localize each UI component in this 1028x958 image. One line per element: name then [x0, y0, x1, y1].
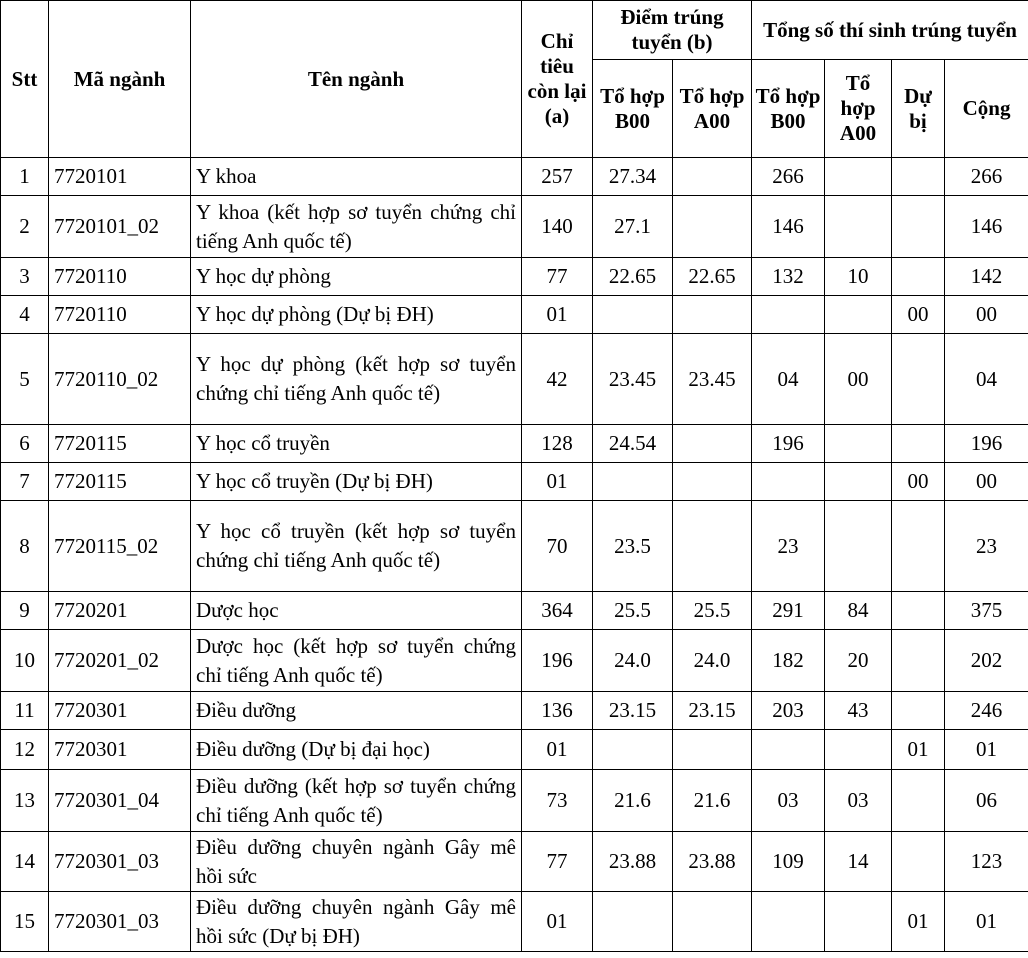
row-ten-nganh: Dược học — [191, 592, 522, 630]
row-stt: 9 — [1, 592, 49, 630]
row-du-bi — [892, 425, 945, 463]
row-diem-b00: 23.15 — [593, 692, 673, 730]
row-ts-b00: 23 — [752, 501, 825, 592]
row-ts-b00: 109 — [752, 832, 825, 892]
row-cong: 146 — [945, 196, 1028, 258]
row-ma-nganh: 7720101_02 — [49, 196, 191, 258]
row-chi-tieu: 01 — [522, 463, 593, 501]
row-stt: 4 — [1, 296, 49, 334]
row-ma-nganh: 7720301_04 — [49, 770, 191, 832]
row-ts-b00: 182 — [752, 630, 825, 692]
row-diem-b00: 21.6 — [593, 770, 673, 832]
row-ten-nganh: Dược học (kết hợp sơ tuyển chứng chỉ tiếng Anh quốc tế) — [191, 630, 522, 692]
row-cong: 123 — [945, 832, 1028, 892]
row-du-bi — [892, 832, 945, 892]
row-diem-a00 — [673, 425, 752, 463]
row-ts-b00: 04 — [752, 334, 825, 425]
row-ma-nganh: 7720301 — [49, 730, 191, 770]
table-row — [1, 196, 1028, 258]
table-row — [1, 892, 1028, 952]
row-ten-nganh: Y học cổ truyền — [191, 425, 522, 463]
row-ten-nganh: Điều dưỡng (Dự bị đại học) — [191, 730, 522, 770]
row-du-bi — [892, 196, 945, 258]
row-cong: 142 — [945, 258, 1028, 296]
row-stt: 3 — [1, 258, 49, 296]
row-ts-b00: 203 — [752, 692, 825, 730]
row-chi-tieu: 01 — [522, 296, 593, 334]
row-ten-nganh: Điều dưỡng chuyên ngành Gây mê hồi sức (Dự bị ĐH) — [191, 892, 522, 952]
table-row — [1, 425, 1028, 463]
row-ma-nganh: 7720110 — [49, 258, 191, 296]
row-cong: 23 — [945, 501, 1028, 592]
header-diem-b00: Tổ hợp B00 — [593, 60, 673, 158]
row-ts-a00: 03 — [825, 770, 892, 832]
row-ten-nganh: Điều dưỡng chuyên ngành Gây mê hồi sức — [191, 832, 522, 892]
row-chi-tieu: 364 — [522, 592, 593, 630]
row-cong: 266 — [945, 158, 1028, 196]
row-du-bi — [892, 630, 945, 692]
row-ma-nganh: 7720115_02 — [49, 501, 191, 592]
row-ten-nganh: Y khoa (kết hợp sơ tuyển chứng chỉ tiếng Anh quốc tế) — [191, 196, 522, 258]
row-ten-nganh: Y học cổ truyền (Dự bị ĐH) — [191, 463, 522, 501]
header-stt: Stt — [1, 1, 49, 158]
row-chi-tieu: 01 — [522, 730, 593, 770]
row-stt: 6 — [1, 425, 49, 463]
row-du-bi — [892, 258, 945, 296]
header-diem-trung-tuyen: Điểm trúng tuyển (b) — [593, 1, 752, 60]
row-ma-nganh: 7720201_02 — [49, 630, 191, 692]
row-stt: 8 — [1, 501, 49, 592]
row-du-bi — [892, 770, 945, 832]
row-diem-a00: 23.15 — [673, 692, 752, 730]
row-du-bi — [892, 334, 945, 425]
header-ts-b00: Tổ hợp B00 — [752, 60, 825, 158]
row-cong: 00 — [945, 463, 1028, 501]
row-chi-tieu: 257 — [522, 158, 593, 196]
row-ts-a00 — [825, 892, 892, 952]
row-du-bi — [892, 592, 945, 630]
header-ten-nganh: Tên ngành — [191, 1, 522, 158]
row-diem-a00: 25.5 — [673, 592, 752, 630]
table-row — [1, 692, 1028, 730]
row-du-bi: 01 — [892, 892, 945, 952]
row-chi-tieu: 128 — [522, 425, 593, 463]
row-stt: 10 — [1, 630, 49, 692]
table-row — [1, 592, 1028, 630]
row-du-bi: 00 — [892, 296, 945, 334]
row-diem-b00: 24.54 — [593, 425, 673, 463]
row-diem-a00 — [673, 463, 752, 501]
row-stt: 7 — [1, 463, 49, 501]
row-ma-nganh: 7720301_03 — [49, 832, 191, 892]
row-diem-b00: 24.0 — [593, 630, 673, 692]
row-stt: 2 — [1, 196, 49, 258]
row-ts-a00: 43 — [825, 692, 892, 730]
table-row — [1, 334, 1028, 425]
row-diem-a00: 21.6 — [673, 770, 752, 832]
row-chi-tieu: 70 — [522, 501, 593, 592]
row-diem-a00 — [673, 501, 752, 592]
row-chi-tieu: 136 — [522, 692, 593, 730]
row-ts-a00: 20 — [825, 630, 892, 692]
row-cong: 375 — [945, 592, 1028, 630]
row-ts-b00: 146 — [752, 196, 825, 258]
row-ts-a00 — [825, 730, 892, 770]
row-diem-b00: 23.88 — [593, 832, 673, 892]
table-row — [1, 258, 1028, 296]
row-ten-nganh: Y học cổ truyền (kết hợp sơ tuyển chứng chỉ tiếng Anh quốc tế) — [191, 501, 522, 592]
row-diem-b00: 25.5 — [593, 592, 673, 630]
row-diem-b00: 27.34 — [593, 158, 673, 196]
row-ma-nganh: 7720110_02 — [49, 334, 191, 425]
row-ts-a00 — [825, 158, 892, 196]
row-cong: 01 — [945, 892, 1028, 952]
row-ma-nganh: 7720110 — [49, 296, 191, 334]
row-ts-a00 — [825, 296, 892, 334]
row-ts-a00 — [825, 425, 892, 463]
row-ma-nganh: 7720115 — [49, 463, 191, 501]
row-ten-nganh: Điều dưỡng (kết hợp sơ tuyển chứng chỉ tiếng Anh quốc tế) — [191, 770, 522, 832]
row-stt: 12 — [1, 730, 49, 770]
row-diem-b00: 27.1 — [593, 196, 673, 258]
row-diem-b00: 22.65 — [593, 258, 673, 296]
row-du-bi — [892, 692, 945, 730]
table-row — [1, 730, 1028, 770]
row-ts-a00 — [825, 463, 892, 501]
row-ts-a00 — [825, 501, 892, 592]
row-diem-a00 — [673, 892, 752, 952]
row-du-bi: 01 — [892, 730, 945, 770]
row-diem-b00 — [593, 296, 673, 334]
row-diem-a00 — [673, 296, 752, 334]
row-ma-nganh: 7720301_03 — [49, 892, 191, 952]
header-diem-a00: Tổ hợp A00 — [673, 60, 752, 158]
row-diem-a00: 24.0 — [673, 630, 752, 692]
row-ts-b00 — [752, 296, 825, 334]
row-stt: 5 — [1, 334, 49, 425]
row-diem-a00 — [673, 730, 752, 770]
table-body — [1, 158, 1028, 952]
row-chi-tieu: 140 — [522, 196, 593, 258]
row-stt: 14 — [1, 832, 49, 892]
row-diem-b00 — [593, 463, 673, 501]
row-diem-a00: 23.45 — [673, 334, 752, 425]
row-diem-b00: 23.45 — [593, 334, 673, 425]
row-stt: 15 — [1, 892, 49, 952]
row-ten-nganh: Y học dự phòng (Dự bị ĐH) — [191, 296, 522, 334]
row-du-bi — [892, 158, 945, 196]
row-ts-a00: 00 — [825, 334, 892, 425]
header-chi-tieu: Chỉ tiêu còn lại (a) — [522, 1, 593, 158]
row-cong: 246 — [945, 692, 1028, 730]
row-chi-tieu: 01 — [522, 892, 593, 952]
row-ts-b00: 03 — [752, 770, 825, 832]
row-ts-a00: 10 — [825, 258, 892, 296]
table-row — [1, 501, 1028, 592]
row-ten-nganh: Y khoa — [191, 158, 522, 196]
header-cong: Cộng — [945, 60, 1028, 158]
header-ts-a00: Tổ hợp A00 — [825, 60, 892, 158]
row-chi-tieu: 77 — [522, 258, 593, 296]
table-row — [1, 770, 1028, 832]
row-ma-nganh: 7720201 — [49, 592, 191, 630]
row-diem-b00 — [593, 892, 673, 952]
row-ts-b00: 196 — [752, 425, 825, 463]
row-du-bi: 00 — [892, 463, 945, 501]
row-chi-tieu: 42 — [522, 334, 593, 425]
row-cong: 04 — [945, 334, 1028, 425]
row-stt: 13 — [1, 770, 49, 832]
row-ts-b00: 266 — [752, 158, 825, 196]
table-row — [1, 832, 1028, 892]
row-cong: 202 — [945, 630, 1028, 692]
table-row — [1, 158, 1028, 196]
row-cong: 00 — [945, 296, 1028, 334]
header-du-bi: Dự bị — [892, 60, 945, 158]
row-cong: 196 — [945, 425, 1028, 463]
row-ten-nganh: Y học dự phòng (kết hợp sơ tuyển chứng chỉ tiếng Anh quốc tế) — [191, 334, 522, 425]
row-du-bi — [892, 501, 945, 592]
row-ts-b00 — [752, 892, 825, 952]
row-chi-tieu: 196 — [522, 630, 593, 692]
row-ts-a00: 84 — [825, 592, 892, 630]
row-diem-a00 — [673, 196, 752, 258]
table-row — [1, 630, 1028, 692]
row-chi-tieu: 73 — [522, 770, 593, 832]
row-diem-a00: 23.88 — [673, 832, 752, 892]
table-row — [1, 296, 1028, 334]
header-ma-nganh: Mã ngành — [49, 1, 191, 158]
row-ts-b00 — [752, 463, 825, 501]
row-chi-tieu: 77 — [522, 832, 593, 892]
row-ma-nganh: 7720115 — [49, 425, 191, 463]
row-ts-b00 — [752, 730, 825, 770]
row-ma-nganh: 7720301 — [49, 692, 191, 730]
table-row — [1, 463, 1028, 501]
row-ts-b00: 291 — [752, 592, 825, 630]
row-diem-b00 — [593, 730, 673, 770]
row-ts-a00: 14 — [825, 832, 892, 892]
row-ts-a00 — [825, 196, 892, 258]
row-cong: 01 — [945, 730, 1028, 770]
row-stt: 1 — [1, 158, 49, 196]
row-diem-a00 — [673, 158, 752, 196]
row-ten-nganh: Y học dự phòng — [191, 258, 522, 296]
header-tong-so-thi-sinh: Tổng số thí sinh trúng tuyển — [752, 1, 1028, 60]
row-ma-nganh: 7720101 — [49, 158, 191, 196]
row-diem-a00: 22.65 — [673, 258, 752, 296]
row-diem-b00: 23.5 — [593, 501, 673, 592]
row-cong: 06 — [945, 770, 1028, 832]
row-ts-b00: 132 — [752, 258, 825, 296]
row-stt: 11 — [1, 692, 49, 730]
row-ten-nganh: Điều dưỡng — [191, 692, 522, 730]
